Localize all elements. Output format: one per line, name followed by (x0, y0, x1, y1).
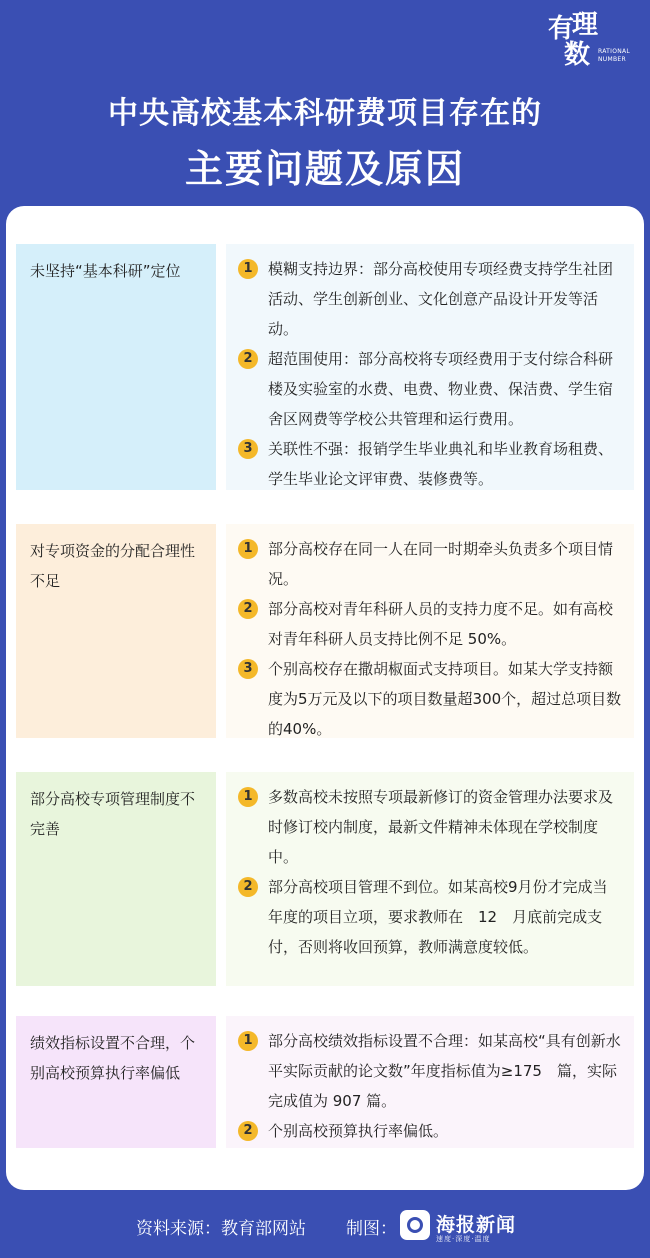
number-badge: 2 (238, 1121, 258, 1141)
section-content (226, 244, 634, 490)
number-badge: 3 (238, 439, 258, 459)
brand-logo-icon (400, 1210, 430, 1240)
logo-glyph-1: 有 (548, 14, 575, 44)
list-item (238, 344, 622, 434)
list-item (238, 782, 622, 872)
section-basic-research (16, 244, 634, 490)
brand-slogan: 速度·深度·温度 (436, 1235, 491, 1243)
list-item (238, 254, 622, 344)
logo-subtitle (598, 48, 630, 64)
brand-name: 海报新闻 (436, 1214, 517, 1236)
content-card (6, 206, 644, 1190)
item-text: 模糊支持边界：部分高校使用专项经费支持学生社团活动、学生创新创业、文化创意产品设计开发等活动。 (268, 260, 614, 338)
logo-glyph-2: 理 (572, 10, 599, 40)
made-by-label: 制图： (346, 1219, 397, 1239)
logo-sub-line1: RATIONAL (598, 48, 631, 55)
logo-glyphs (548, 12, 608, 74)
logo-glyph-3: 数 (564, 40, 591, 70)
logo (548, 10, 634, 76)
item-text: 个别高校预算执行率偏低。 (268, 1122, 449, 1140)
item-text: 多数高校未按照专项最新修订的资金管理办法要求及时修订校内制度，最新文件精神未体现在学校制度中。 (268, 788, 614, 866)
list-item (238, 872, 622, 962)
item-text: 个别高校存在撒胡椒面式支持项目。如某大学支持额度为5万元及以下的项目数量超300个，超过总项目数的40%。 (268, 660, 622, 738)
section-management (16, 772, 634, 986)
number-badge: 2 (238, 599, 258, 619)
page-title-line2: 主要问题及原因 (184, 147, 465, 191)
logo-sub-line2: NUMBER (598, 56, 626, 63)
number-badge: 1 (238, 787, 258, 807)
section-label: 未坚持“基本科研”定位 (16, 244, 216, 490)
item-text: 关联性不强：报销学生毕业典礼和毕业教育场租费、学生毕业论文评审费、装修费等。 (268, 440, 614, 488)
page-title-line1: 中央高校基本科研费项目存在的 (108, 96, 542, 131)
item-text: 部分高校绩效指标设置不合理：如某高校“具有创新水平实际贡献的论文数”年度指标值为≥175 篇，实际完成值为 907 篇。 (268, 1032, 621, 1110)
item-text: 部分高校对青年科研人员的支持力度不足。如有高校对青年科研人员支持比例不足 50%。 (268, 600, 614, 648)
list-item (238, 594, 622, 654)
number-badge: 1 (238, 1031, 258, 1051)
list-item (238, 1116, 622, 1146)
section-content (226, 772, 634, 986)
footer (0, 1208, 650, 1244)
number-badge: 2 (238, 877, 258, 897)
list-item (238, 434, 622, 494)
section-label: 对专项资金的分配合理性不足 (16, 524, 216, 738)
number-badge: 3 (238, 659, 258, 679)
list-item (238, 654, 622, 744)
section-label: 绩效指标设置不合理，个别高校预算执行率偏低 (16, 1016, 216, 1148)
item-text: 部分高校项目管理不到位。如某高校9月份才完成当年度的项目立项，要求教师在 12 月底前完成支付，否则将收回预算，教师满意度较低。 (268, 878, 608, 956)
list-item (238, 534, 622, 594)
list-item (238, 1026, 622, 1116)
number-badge: 1 (238, 539, 258, 559)
item-text: 部分高校存在同一人在同一时期牵头负责多个项目情况。 (268, 540, 614, 588)
source-credit: 资料来源：教育部网站 (136, 1219, 306, 1239)
item-text: 超范围使用：部分高校将专项经费用于支付综合科研楼及实验室的水费、电费、物业费、保洁费、学生宿舍区网费等学校公共管理和运行费用。 (268, 350, 614, 428)
section-content (226, 1016, 634, 1148)
section-label: 部分高校专项管理制度不完善 (16, 772, 216, 986)
section-content (226, 524, 634, 738)
section-allocation (16, 524, 634, 738)
number-badge: 1 (238, 259, 258, 279)
section-performance (16, 1016, 634, 1148)
number-badge: 2 (238, 349, 258, 369)
